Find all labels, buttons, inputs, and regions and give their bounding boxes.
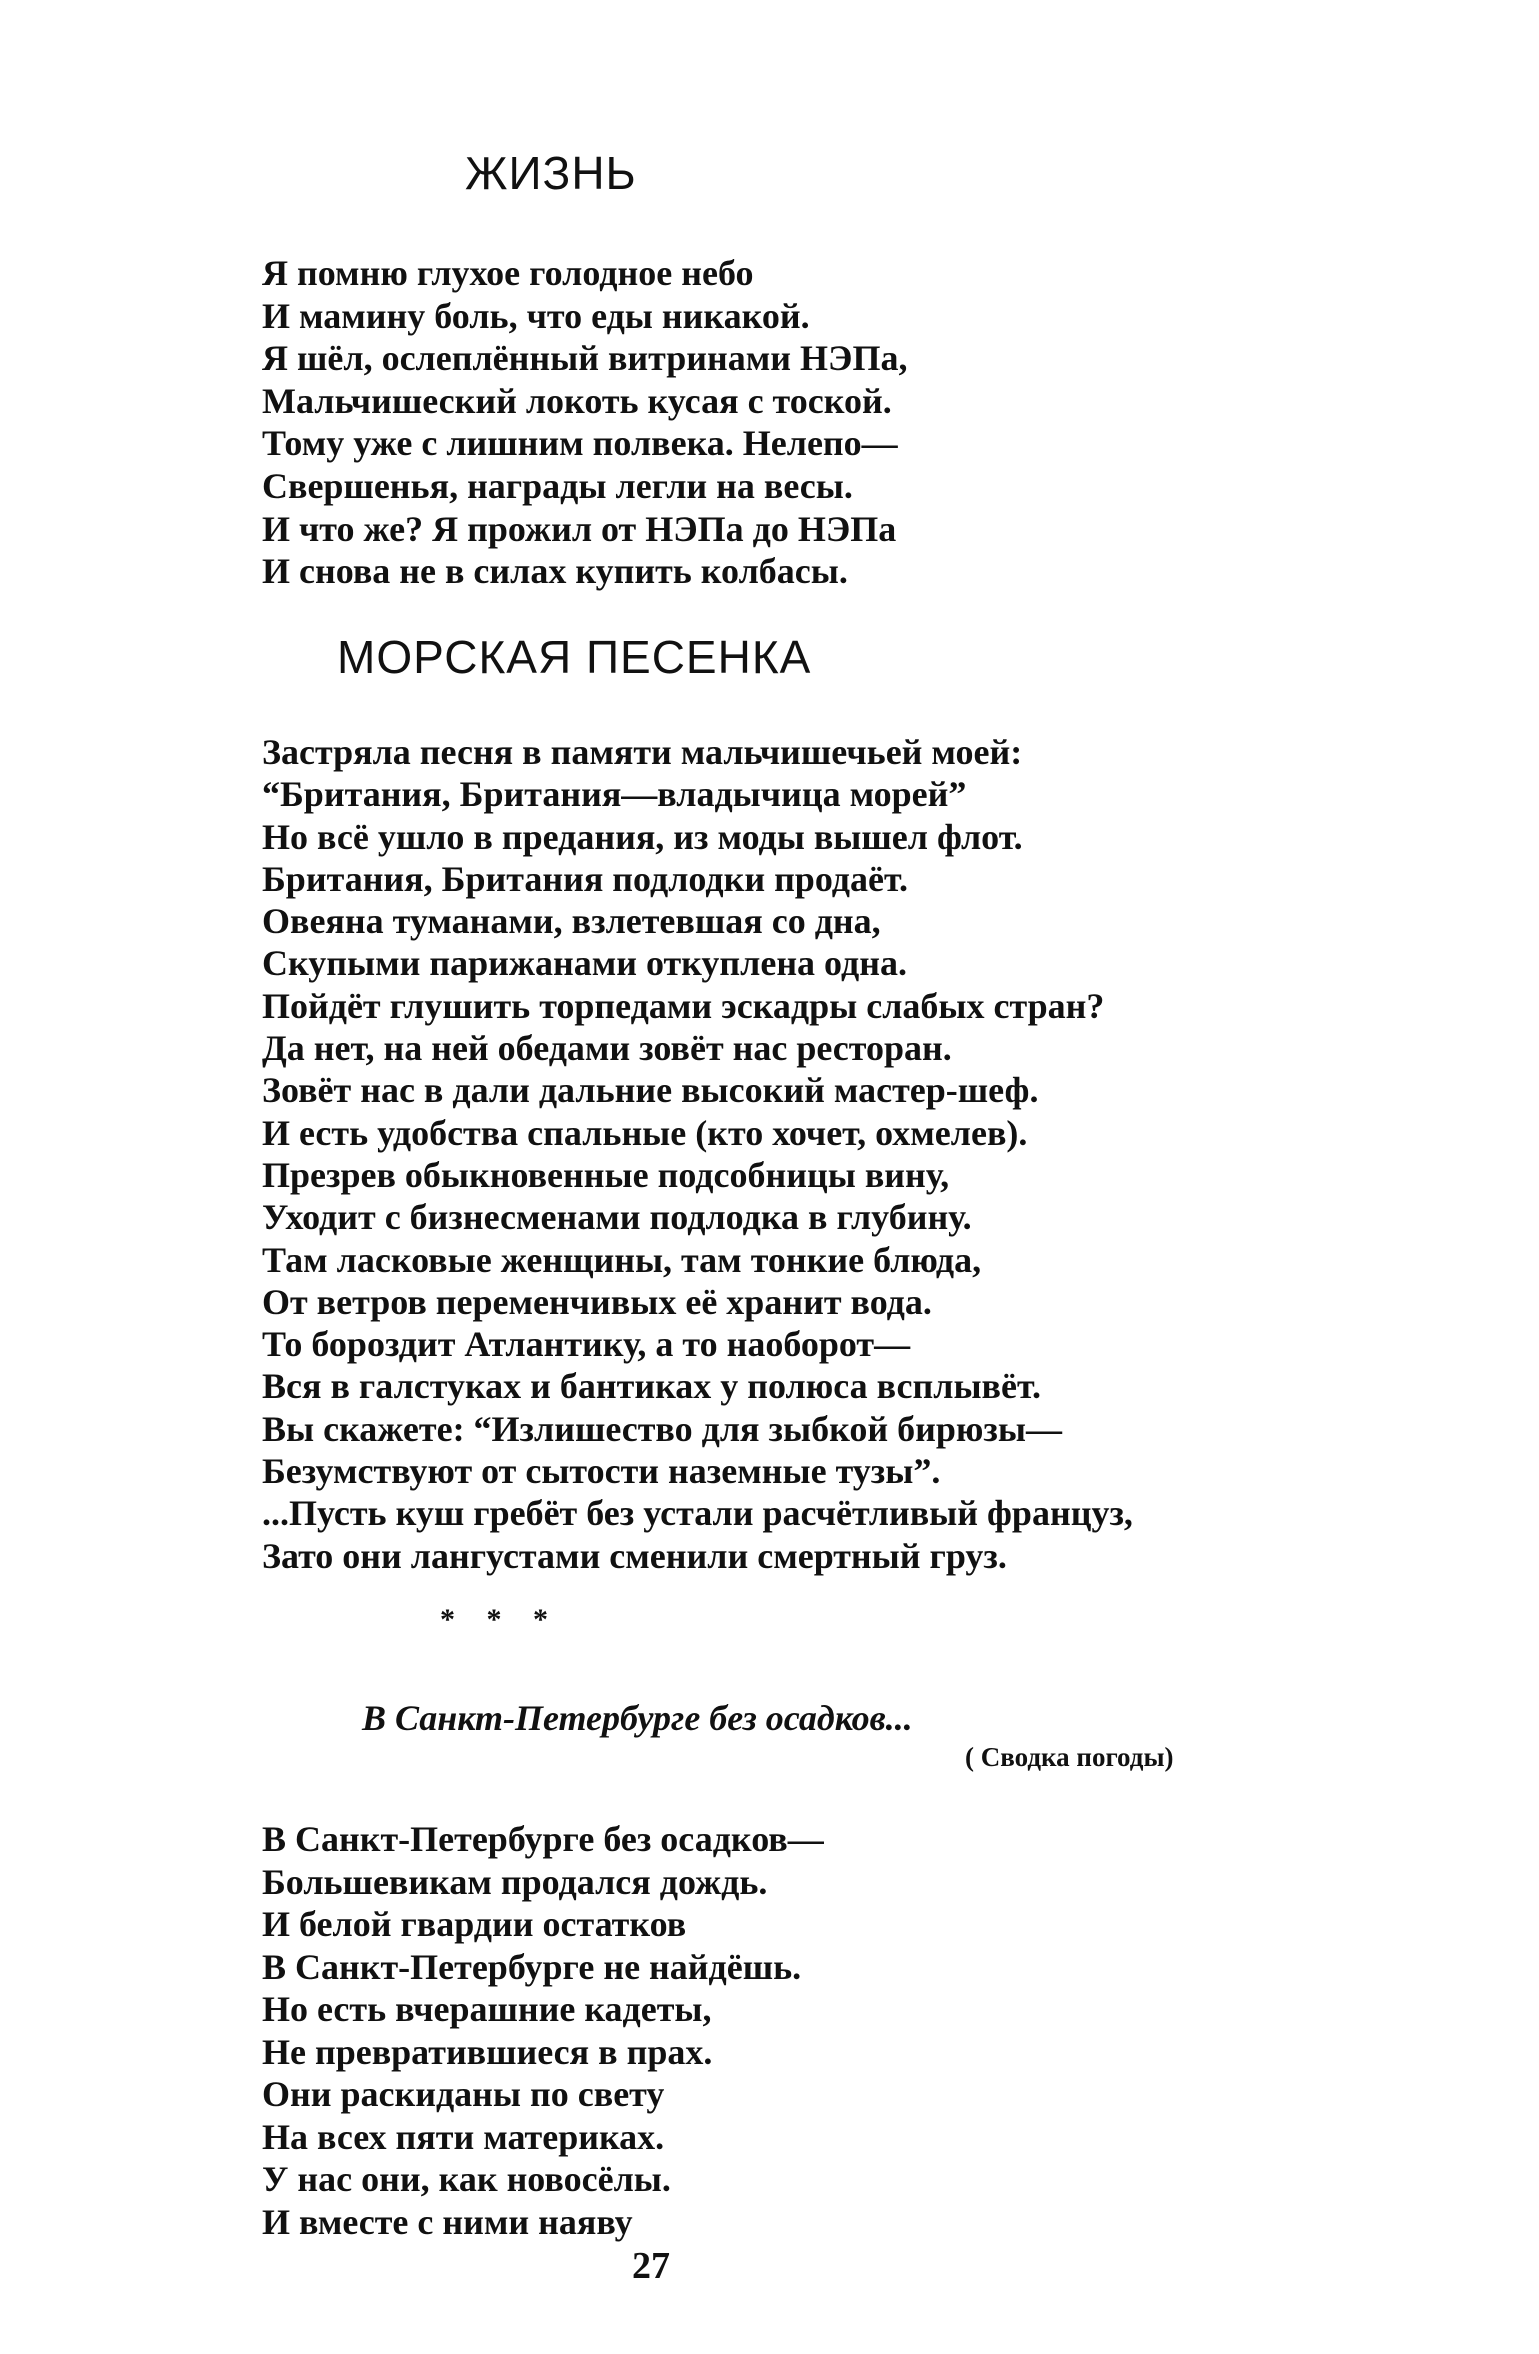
poem-line: В Санкт-Петербурге не найдёшь. (262, 1946, 802, 1987)
poem-line: Я помню глухое голодное небо (262, 253, 754, 293)
poem-line: И есть удобства спальные (кто хочет, охмелев). (262, 1112, 1028, 1153)
poem-line: Мальчишеский локоть кусая с тоской. (262, 380, 892, 421)
poem-zhizn-stanza (262, 252, 907, 593)
poem-line: Свершенья, награды легли на весы. (262, 465, 853, 506)
poem-line: На всех пяти материках. (262, 2116, 665, 2157)
poem-line: ...Пусть куш гребёт без устали расчётливый француз, (262, 1493, 1133, 1534)
poem-line: И мамину боль, что еды никакой. (262, 295, 810, 336)
section-separator: * * * (440, 1603, 560, 1636)
poem-line: Презрев обыкновенные подсобницы вину, (262, 1154, 950, 1195)
poem-line: Большевикам продался дождь. (262, 1861, 768, 1902)
page-number: 27 (632, 2245, 670, 2287)
poem-line: Да нет, на ней обедами зовёт нас ресторан. (262, 1028, 952, 1069)
poem-line: Они раскиданы по свету (262, 2074, 665, 2114)
poem-line: Там ласковые женщины, там тонкие блюда, (262, 1239, 982, 1280)
poem-line: Пойдёт глушить торпедами эскадры слабых стран? (262, 985, 1105, 1026)
poem-line: Тому уже с лишним полвека. Нелепо— (262, 423, 898, 464)
poem-line: В Санкт-Петербурге без осадков— (262, 1819, 824, 1859)
poem-line: И снова не в силах купить колбасы. (262, 551, 848, 592)
poem-line: Зато они лангустами сменили смертный груз. (262, 1535, 1007, 1576)
poem-line: Но всё ушло в предания, из моды вышел флот. (262, 816, 1023, 857)
poem-morskaya-pesenka-stanza (262, 731, 1133, 1577)
poem-line: Застряла песня в памяти мальчишечьей моей: (262, 732, 1023, 772)
poem-line: Зовёт нас в дали дальние высокий мастер-шеф. (262, 1070, 1039, 1111)
poem-title-morskaya-pesenka: МОРСКАЯ ПЕСЕНКА (337, 631, 812, 683)
poem-line: То бороздит Атлантику, а то наоборот— (262, 1324, 911, 1365)
poem-line: Вся в галстуках и бантиках у полюса всплывёт. (262, 1366, 1041, 1407)
poem-line: Но есть вчерашние кадеты, (262, 1989, 712, 2029)
poem-line: Безумствуют от сытости наземные тузы”. (262, 1451, 941, 1492)
epigraph-source: ( Сводка погоды) (965, 1742, 1174, 1772)
poem-line: Скупыми парижанами откуплена одна. (262, 943, 907, 984)
poem-line: У нас они, как новосёлы. (262, 2159, 671, 2199)
poem-line: Овеяна туманами, взлетевшая со дна, (262, 901, 881, 942)
poem-untitled-stanza (262, 1818, 824, 2243)
epigraph-quote: В Санкт-Петербурге без осадков... (362, 1698, 913, 1738)
poem-line: И вместе с ними наяву (262, 2201, 633, 2242)
poem-line: Британия, Британия подлодки продаёт. (262, 858, 908, 899)
poem-line: “Британия, Британия—владычица морей” (262, 774, 967, 815)
poem-line: Вы скажете: “Излишество для зыбкой бирюзы— (262, 1408, 1062, 1449)
poem-title-zhizn: ЖИЗНЬ (465, 147, 637, 199)
poem-line: От ветров переменчивых её хранит вода. (262, 1281, 932, 1322)
poem-line: Уходит с бизнесменами подлодка в глубину. (262, 1197, 972, 1238)
poem-line: Я шёл, ослеплённый витринами НЭПа, (262, 338, 908, 379)
poem-line: И белой гвардии остатков (262, 1904, 687, 1944)
poem-line: Не превратившиеся в прах. (262, 2031, 713, 2072)
poem-line: И что же? Я прожил от НЭПа до НЭПа (262, 508, 897, 549)
